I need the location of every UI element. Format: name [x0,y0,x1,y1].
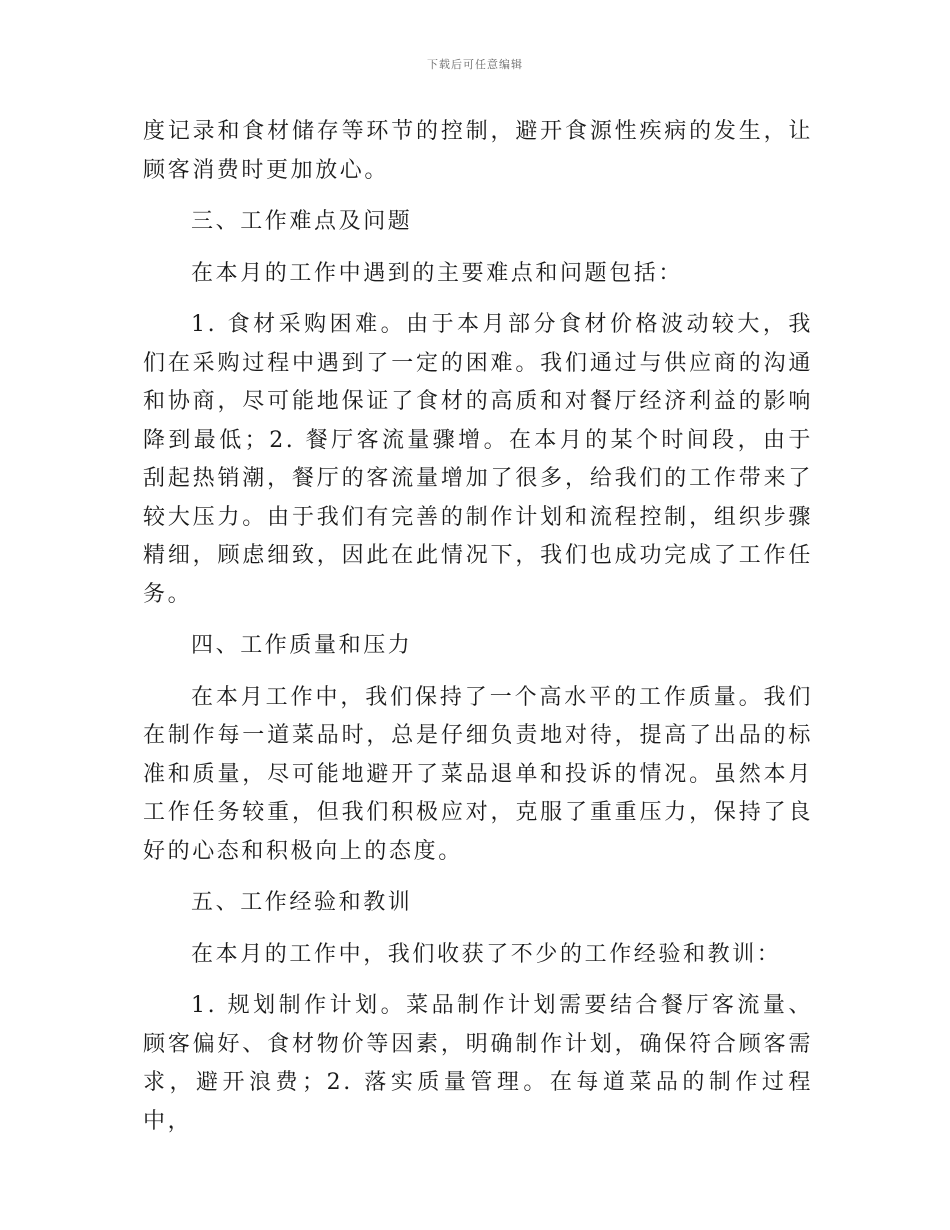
paragraph-difficulties-body: 1. 食材采购困难。由于本月部分食材价格波动较大，我们在采购过程中遇到了一定的困难。我们通过与供应商的沟通和协商，尽可能地保证了食材的高质和对餐厅经济利益的影响降到最低；2. 餐厅客流量骤增。在本月的某个时间段，由于刮起热销潮，餐厅的客流量增加了很多，给我们的工作带来了较大压力。由于我们有完善的制作计划和流程控制，组织步骤精细，顾虑细致，因此在此情况下，我们也成功完成了工作任务。 [143,312,813,607]
paragraph-intro-continuation: 度记录和食材储存等环节的控制，避开食源性疾病的发生，让顾客消费时更加放心。 [143,119,813,183]
paragraph-lessons-body: 1. 规划制作计划。菜品制作计划需要结合餐厅客流量、顾客偏好、食材物价等因素，明确制作计划，确保符合顾客需求，避开浪费；2. 落实质量管理。在每道菜品的制作过程中， [143,993,813,1134]
page-header: 下载后可任意编辑 [427,58,523,71]
section-heading-3: 三、工作难点及问题 [191,209,413,234]
paragraph-quality-body: 在本月工作中，我们保持了一个高水平的工作质量。我们在制作每一道菜品时，总是仔细负责地对待，提高了出品的标准和质量，尽可能地避开了菜品退单和投诉的情况。虽然本月工作任务较重，但我们积极应对，克服了重重压力，保持了良好的心态和积极向上的态度。 [143,684,813,864]
section-heading-4: 四、工作质量和压力 [191,633,413,658]
document-body [143,113,813,1154]
paragraph-difficulties-lead: 在本月的工作中遇到的主要难点和问题包括： [191,260,684,286]
paragraph-lessons-lead: 在本月的工作中，我们收获了不少的工作经验和教训： [191,941,782,967]
section-heading-5: 五、工作经验和教训 [191,890,413,915]
